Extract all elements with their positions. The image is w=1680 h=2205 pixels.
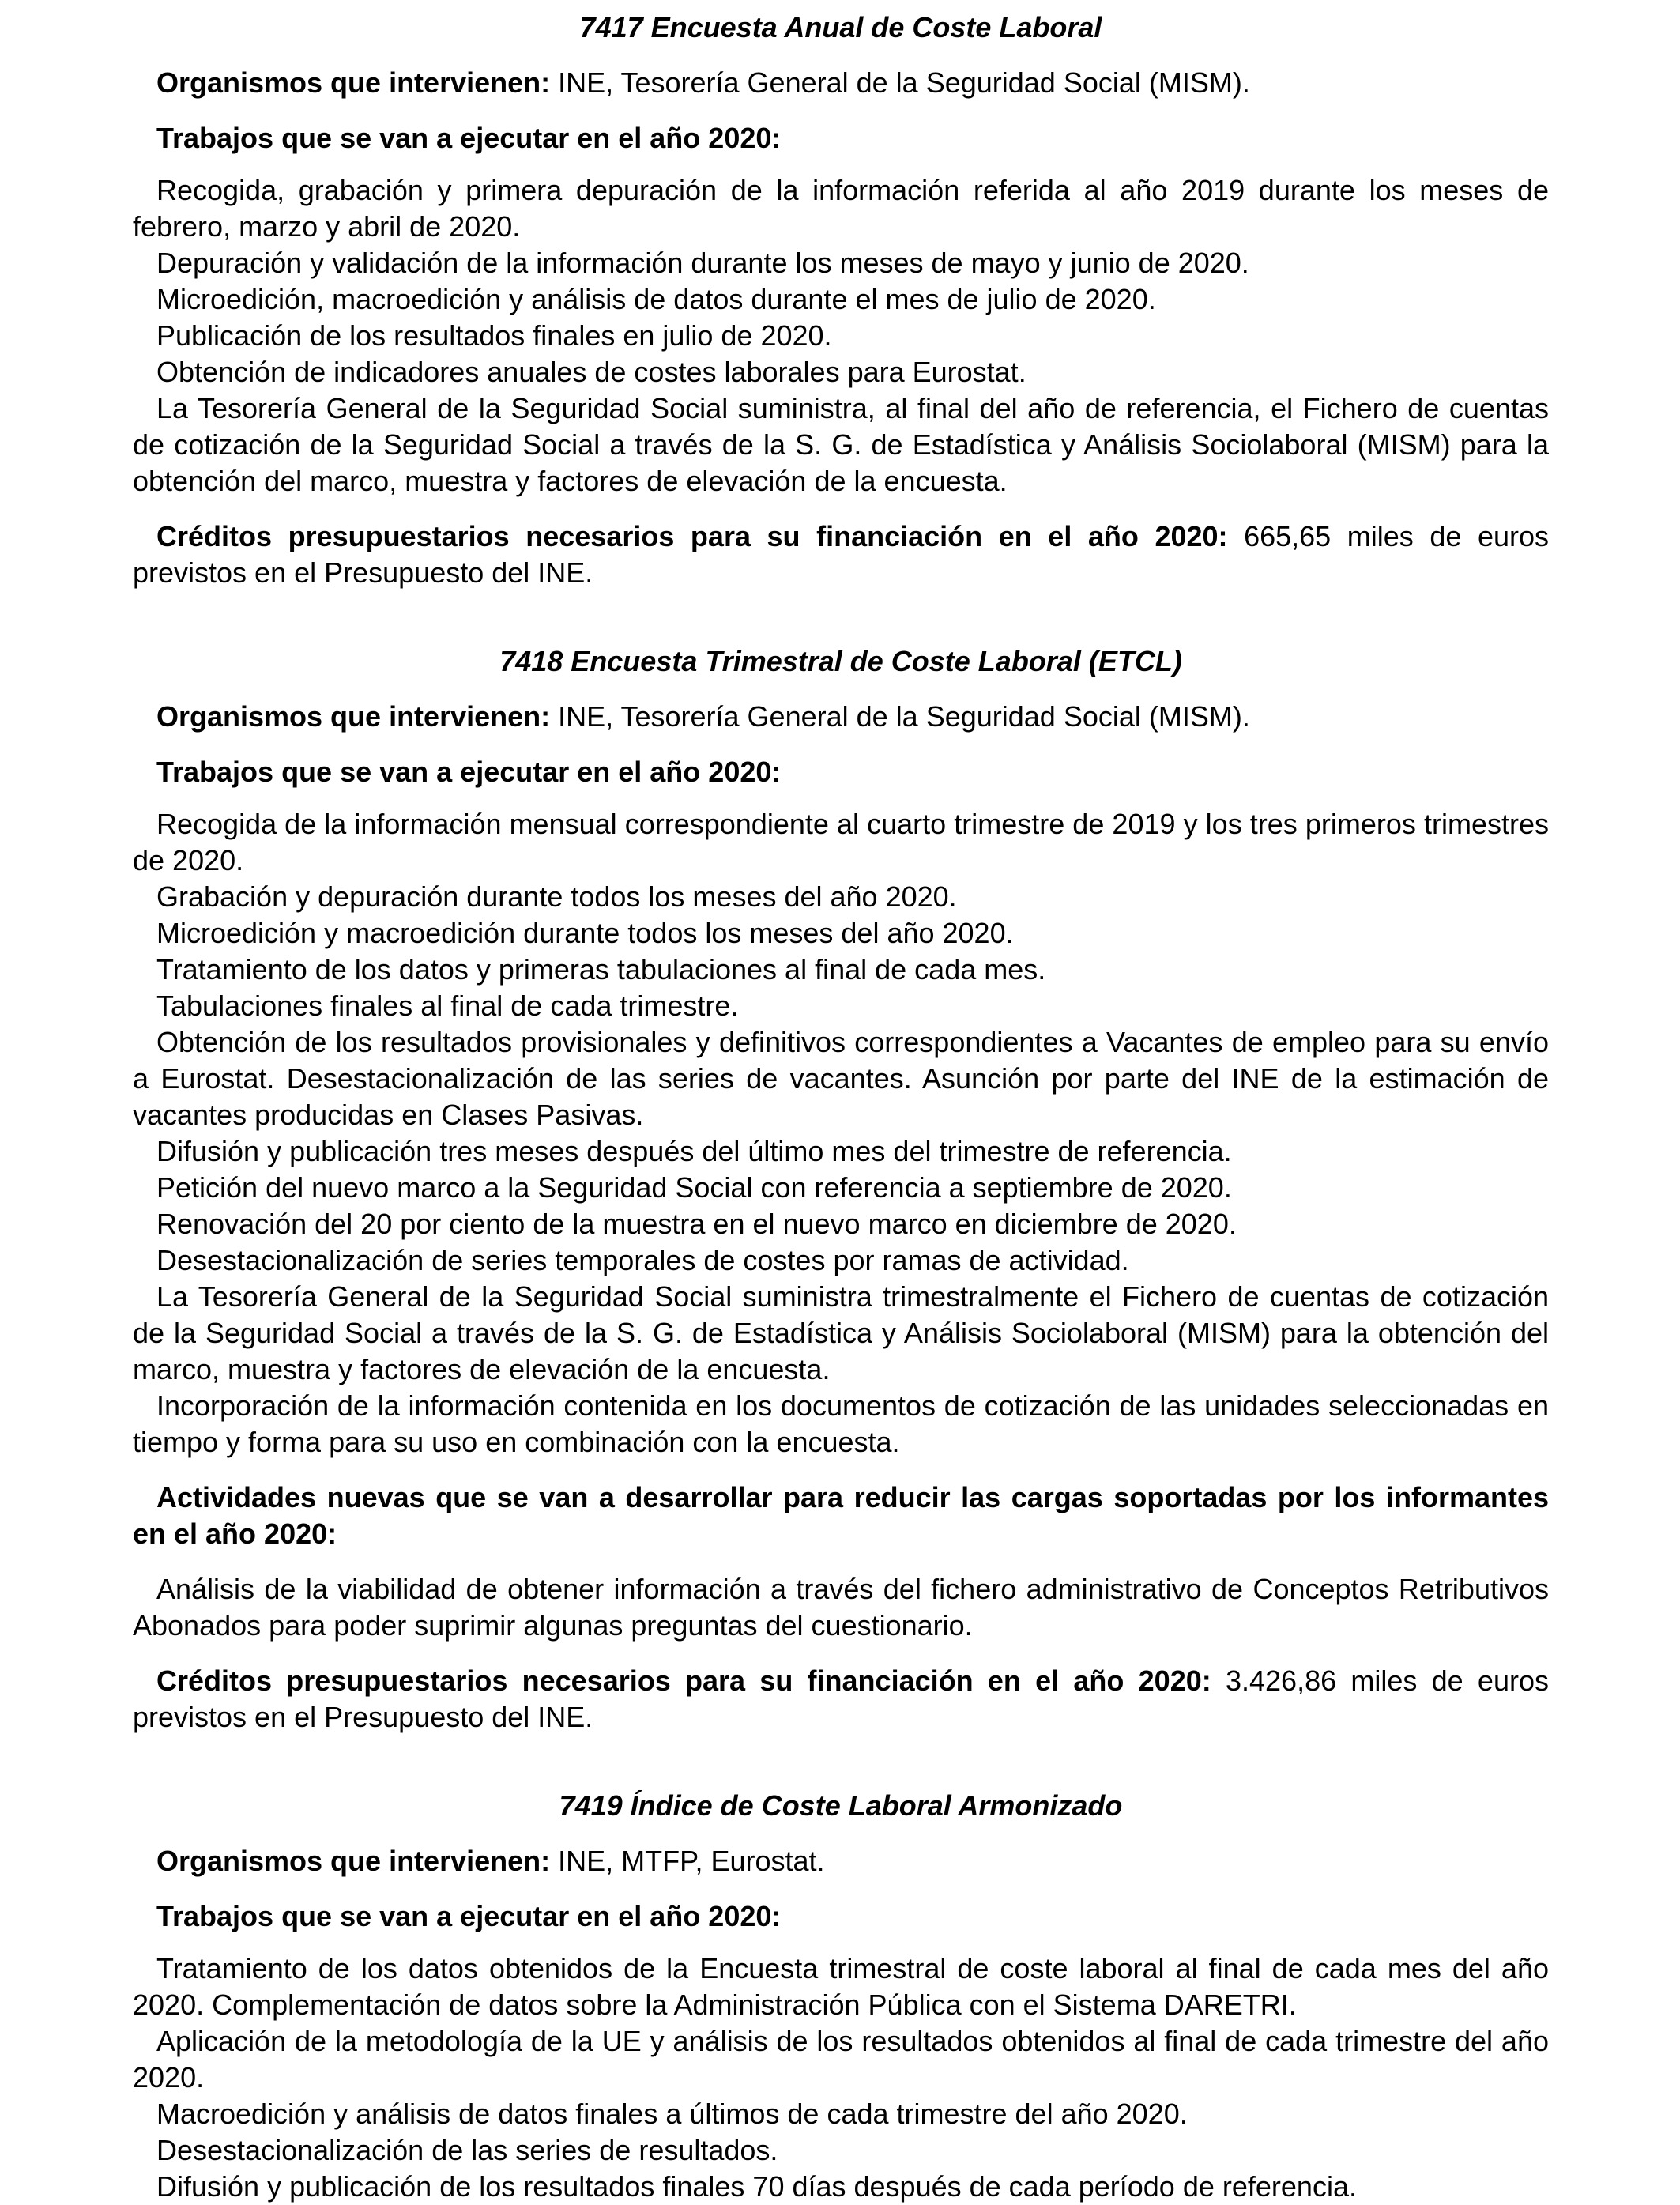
organismos-label: Organismos que intervienen: [156, 1845, 551, 1877]
survey-section [133, 1788, 1549, 2205]
task-item: Obtención de los resultados provisionales y definitivos correspondientes a Vacantes de empleo para su envío a Eurostat. Desestacionalización de las series de vacantes. Asunción por parte del INE de la estimación de vacantes producidas en Clases Pasivas. [133, 1026, 1549, 1131]
task-item: Microedición, macroedición y análisis de datos durante el mes de julio de 2020. [156, 283, 1156, 315]
creditos-label: Créditos presupuestarios necesarios para su financiación en el año 2020: [156, 1664, 1211, 1697]
activity-item: Análisis de la viabilidad de obtener información a través del fichero administrativo de Conceptos Retributivos Abonados para poder suprimir algunas preguntas del cuestionario. [133, 1573, 1549, 1642]
task-item: Recogida, grabación y primera depuración de la información referida al año 2019 durante los meses de febrero, marzo y abril de 2020. [133, 174, 1549, 243]
task-item: Tabulaciones finales al final de cada trimestre. [156, 989, 739, 1022]
task-item: Difusión y publicación tres meses después del último mes del trimestre de referencia. [156, 1135, 1232, 1167]
task-item: Desestacionalización de series temporales de costes por ramas de actividad. [156, 1244, 1129, 1276]
task-item: Tratamiento de los datos y primeras tabulaciones al final de cada mes. [156, 953, 1046, 986]
actividades-heading-label: Actividades nuevas que se van a desarrollar para reducir las cargas soportadas por los informantes en el año 2020: [133, 1481, 1549, 1550]
trabajos-heading [133, 754, 1549, 790]
section-title: 7418 Encuesta Trimestral de Coste Laboral (ETCL) [499, 645, 1182, 677]
trabajos-heading-label: Trabajos que se van a ejecutar en el año 2020: [156, 122, 782, 154]
task-item: Difusión y publicación de los resultados finales 70 días después de cada período de referencia. [156, 2170, 1357, 2203]
organismos [133, 699, 1549, 735]
trabajos-heading [133, 1898, 1549, 1935]
task-item: Tratamiento de los datos obtenidos de la Encuesta trimestral de coste laboral al final de cada mes del año 2020. Complementación de datos sobre la Administración Pública con el Sistema DARETRI. [133, 1952, 1549, 2021]
task-item: Petición del nuevo marco a la Seguridad Social con referencia a septiembre de 2020. [156, 1171, 1232, 1204]
trabajos-heading-label: Trabajos que se van a ejecutar en el año 2020: [156, 1900, 782, 1932]
trabajos-heading [133, 120, 1549, 156]
organismos-value: INE, MTFP, Eurostat. [550, 1845, 825, 1877]
task-item: Microedición y macroedición durante todos los meses del año 2020. [156, 917, 1014, 949]
section-title: 7417 Encuesta Anual de Coste Laboral [579, 11, 1102, 43]
organismos [133, 1843, 1549, 1879]
task-item: Obtención de indicadores anuales de costes laborales para Eurostat. [156, 356, 1026, 388]
organismos-label: Organismos que intervienen: [156, 700, 551, 733]
task-item: Recogida de la información mensual correspondiente al cuarto trimestre de 2019 y los tres primeros trimestres de 2020. [133, 808, 1549, 876]
trabajos-heading-label: Trabajos que se van a ejecutar en el año 2020: [156, 756, 782, 788]
task-item: Publicación de los resultados finales en julio de 2020. [156, 319, 832, 352]
organismos-label: Organismos que intervienen: [156, 66, 551, 99]
creditos-value: 665,65 miles de euros previstos en el Presupuesto del INE. [133, 520, 1549, 589]
creditos-label: Créditos presupuestarios necesarios para su financiación en el año 2020: [156, 520, 1228, 552]
task-item: La Tesorería General de la Seguridad Social suministra, al final del año de referencia, el Fichero de cuentas de cotización de la Seguridad Social a través de la S. G. de Estadística y Análisis Sociolaboral (MISM) para la obtención del marco, muestra y factores de elevación de la encuesta. [133, 392, 1549, 497]
task-item: Aplicación de la metodología de la UE y análisis de los resultados obtenidos al final de cada trimestre del año 2020. [133, 2025, 1549, 2094]
survey-section [133, 9, 1549, 591]
task-item: Renovación del 20 por ciento de la muestra en el nuevo marco en diciembre de 2020. [156, 1208, 1237, 1240]
task-item: Desestacionalización de las series de resultados. [156, 2134, 778, 2166]
creditos [133, 1663, 1549, 1736]
document-page [133, 9, 1549, 2205]
organismos-value: INE, Tesorería General de la Seguridad Social (MISM). [550, 66, 1250, 99]
organismos-value: INE, Tesorería General de la Seguridad Social (MISM). [550, 700, 1250, 733]
creditos [133, 518, 1549, 591]
task-item: Grabación y depuración durante todos los meses del año 2020. [156, 880, 957, 913]
section-title: 7419 Índice de Coste Laboral Armonizado [559, 1789, 1123, 1822]
actividades-heading [133, 1479, 1549, 1552]
task-item: Depuración y validación de la información durante los meses de mayo y junio de 2020. [156, 247, 1249, 279]
survey-section [133, 643, 1549, 1736]
organismos [133, 65, 1549, 101]
task-item: Incorporación de la información contenida en los documentos de cotización de las unidades seleccionadas en tiempo y forma para su uso en combinación con la encuesta. [133, 1389, 1549, 1458]
creditos-value: 3.426,86 miles de euros previstos en el Presupuesto del INE. [133, 1664, 1549, 1733]
task-item: Macroedición y análisis de datos finales a últimos de cada trimestre del año 2020. [156, 2098, 1188, 2130]
task-item: La Tesorería General de la Seguridad Social suministra trimestralmente el Fichero de cuentas de cotización de la Seguridad Social a través de la S. G. de Estadística y Análisis Sociolaboral (MISM) para la obtención del marco, muestra y factores de elevación de la encuesta. [133, 1280, 1549, 1385]
